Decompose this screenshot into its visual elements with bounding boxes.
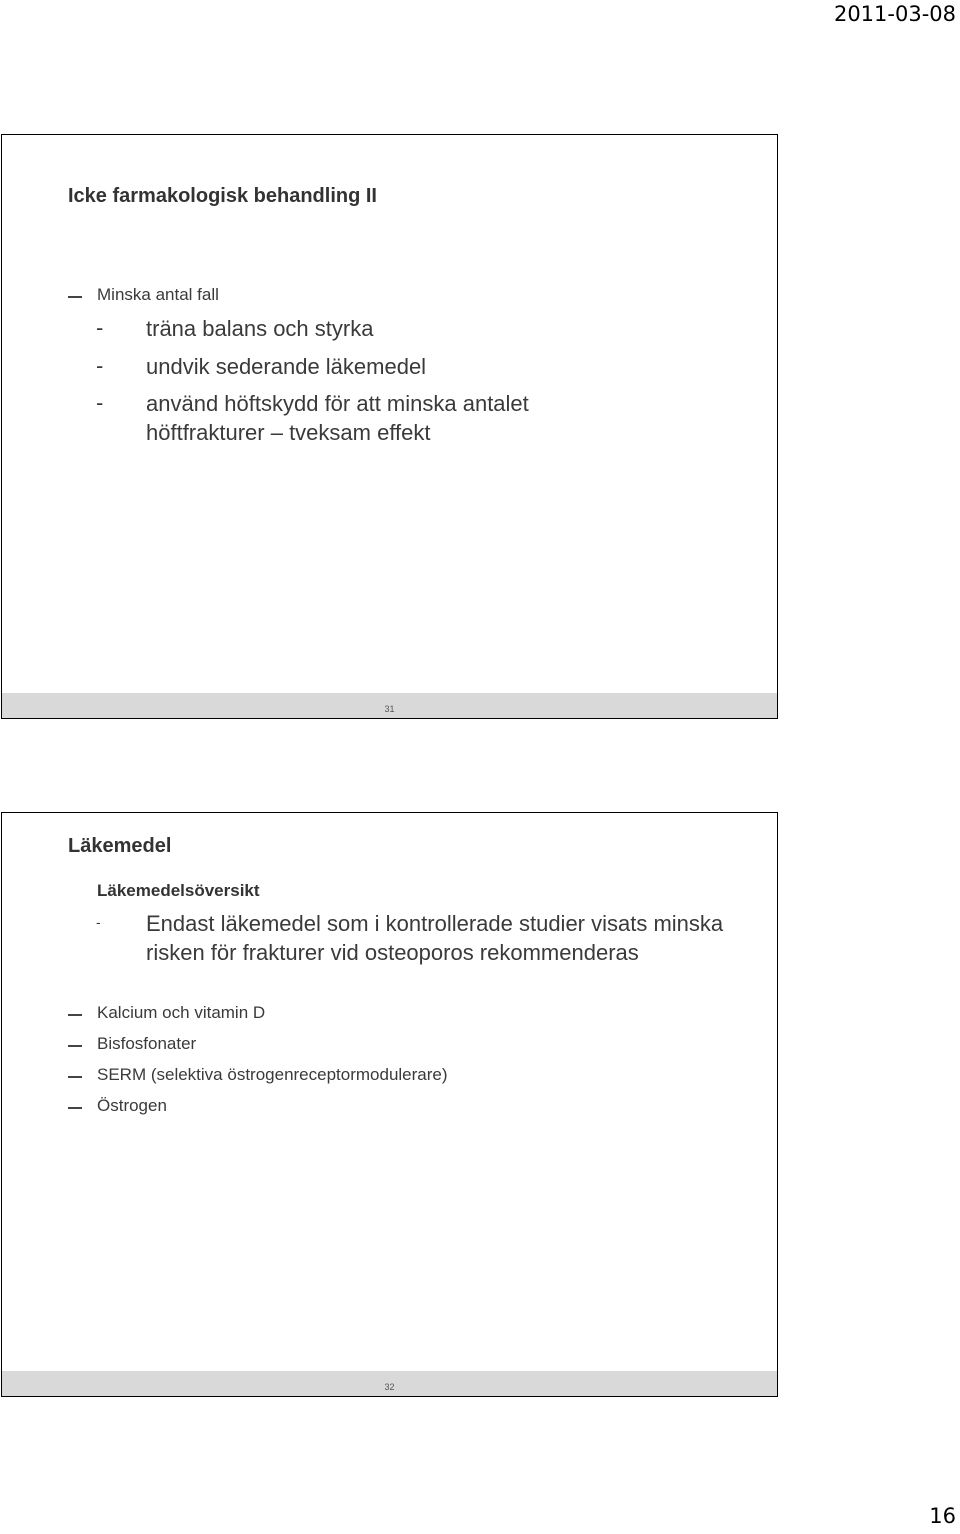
bullet-marker: - xyxy=(96,390,104,415)
slide-footer-bar xyxy=(2,1371,777,1396)
slide-footer-bar xyxy=(2,693,777,718)
slide-title: Läkemedel xyxy=(68,835,172,857)
dash-bullet xyxy=(68,1076,82,1078)
bullet-marker: - xyxy=(96,315,104,340)
page-date: 2011-03-08 xyxy=(833,2,956,26)
sub-heading: Läkemedelsöversikt xyxy=(97,881,260,900)
slide-title: Icke farmakologisk behandling II xyxy=(68,185,377,207)
dash-bullet xyxy=(68,296,82,298)
slide-number: 32 xyxy=(384,1382,395,1392)
slide-31: Icke farmakologisk behandling II Minska antal fall - träna balans och styrka - undvik sederande läkemedel - använd höftskydd för att minska antalet höftfrakturer – tveksam effekt 31 xyxy=(1,134,778,719)
dash-bullet xyxy=(68,1045,82,1047)
slide-32: Läkemedel Läkemedelsöversikt - Endast läkemedel som i kontrollerade studier visats minska risken för frakturer vid osteoporos rekommenderas Kalcium och vitamin D Bisfosfonater SERM (selektiva östrogenreceptormodulerare) Östrogen 32 xyxy=(1,812,778,1397)
bullet-marker: - xyxy=(96,914,101,930)
bullet-marker: - xyxy=(96,353,104,378)
dash-bullet xyxy=(68,1014,82,1016)
slide-number: 31 xyxy=(384,704,395,714)
dash-bullet xyxy=(68,1107,82,1109)
page-number: 16 xyxy=(929,1504,956,1528)
